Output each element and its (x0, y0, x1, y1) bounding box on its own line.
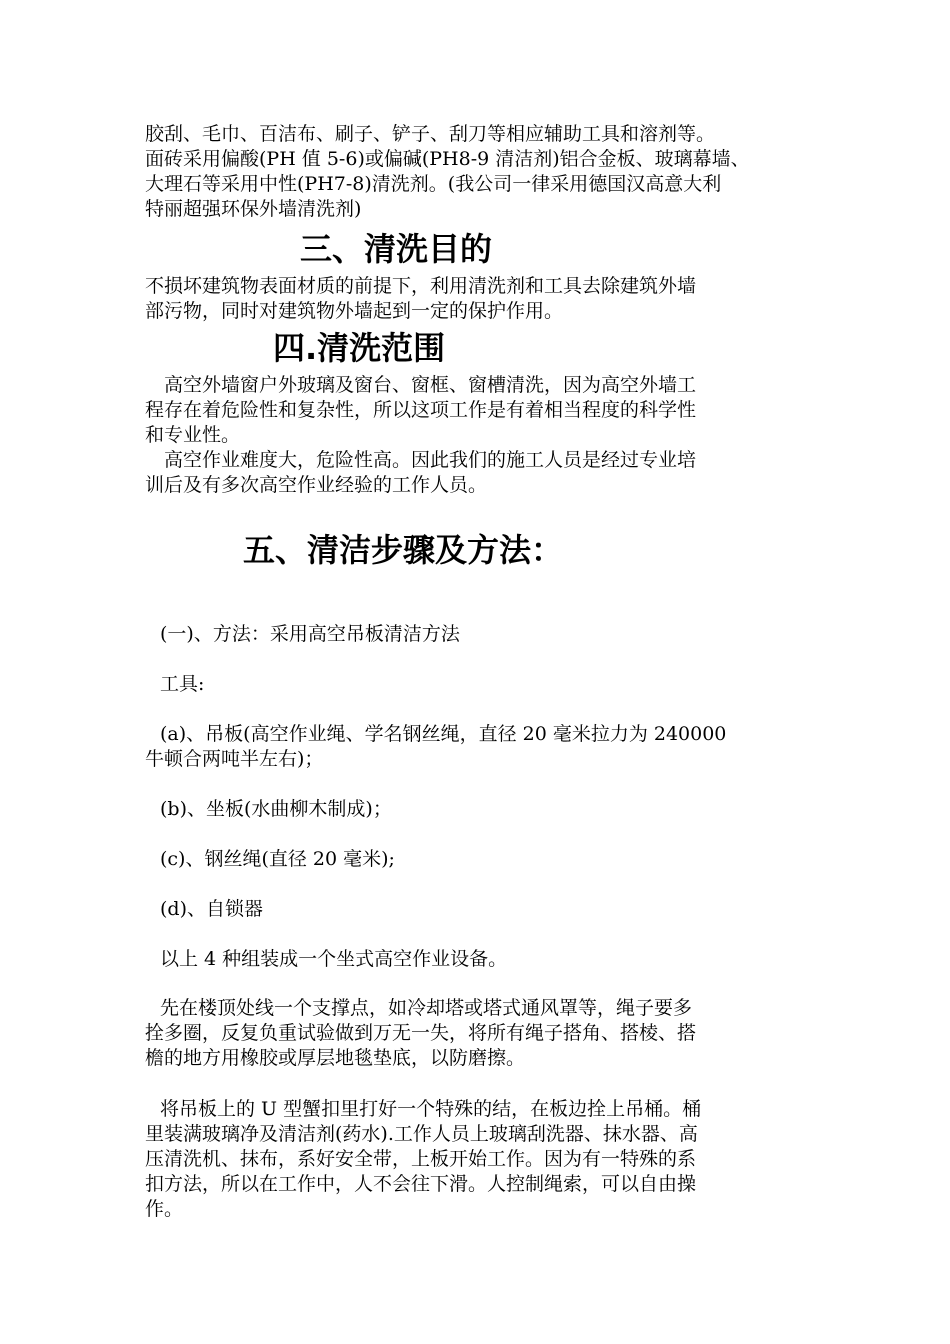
text-line: 牛顿合两吨半左右)； (145, 748, 324, 770)
tool-item-b: (b)、坐板(水曲柳木制成)； (160, 798, 392, 820)
text-line: (a)、吊板(高空作业绳、学名钢丝绳，直径 20 毫米拉力为 240000 (160, 723, 727, 745)
tools-label: 工具: (160, 673, 205, 695)
scope-paragraph-2 (145, 448, 810, 498)
scope-paragraph-1 (145, 373, 810, 448)
text-line: 先在楼顶处线一个支撑点，如冷却塔或塔式通风罩等，绳子要多 (160, 997, 693, 1019)
section-heading-steps: 五、清洁步骤及方法： (243, 531, 564, 569)
text-line: 扣方法，所以在工作中，人不会往下滑。人控制绳索，可以自由操 (145, 1173, 697, 1195)
tool-item-c: (c)、钢丝绳(直径 20 毫米); (160, 848, 395, 870)
intro-paragraph (145, 122, 810, 222)
section-heading-purpose: 三、清洗目的 (300, 230, 493, 268)
text-line: 压清洗机、抹布，系好安全带，上板开始工作。因为有一特殊的系 (145, 1148, 697, 1170)
text-line: 特丽超强环保外墙清洗剂) (145, 198, 362, 220)
text-line: 不损坏建筑物表面材质的前提下，利用清洗剂和工具去除建筑外墙 (145, 275, 697, 297)
tool-item-a (145, 722, 810, 772)
text-line: 里装满玻璃净及清洁剂(药水).工作人员上玻璃刮洗器、抹水器、高 (145, 1123, 698, 1145)
text-line: 大理石等采用中性(PH7-8)清洗剂。(我公司一律采用德国汉高意大利 (145, 173, 722, 195)
text-line: 部污物，同时对建筑物外墙起到一定的保护作用。 (145, 300, 564, 322)
purpose-paragraph (145, 274, 810, 324)
text-line: 高空作业难度大，危险性高。因此我们的施工人员是经过专业培 (145, 449, 697, 471)
text-line: 檐的地方用橡胶或厚层地毯垫底，以防磨擦。 (145, 1047, 526, 1069)
anchor-paragraph (145, 996, 810, 1071)
text-line: 面砖采用偏酸(PH 值 5-6)或偏碱(PH8-9 清洁剂)铝合金板、玻璃幕墙、 (145, 148, 750, 170)
text-line: 训后及有多次高空作业经验的工作人员。 (145, 474, 488, 496)
text-line: 程存在着危险性和复杂性，所以这项工作是有着相当程度的科学性 (145, 399, 697, 421)
board-paragraph (145, 1097, 810, 1222)
equipment-summary: 以上 4 种组装成一个坐式高空作业设备。 (160, 948, 508, 970)
text-line: 作。 (145, 1198, 184, 1220)
section-heading-scope: 四.清洗范围 (273, 329, 446, 367)
method-line: (一)、方法：采用高空吊板清洁方法 (160, 623, 460, 645)
text-line: 拴多圈，反复负重试验做到万无一失，将所有绳子搭角、搭棱、搭 (145, 1022, 697, 1044)
tool-item-d: (d)、自锁器 (160, 898, 263, 920)
text-line: 胶刮、毛巾、百洁布、刷子、铲子、刮刀等相应辅助工具和溶剂等。 (145, 123, 716, 145)
text-line: 高空外墙窗户外玻璃及窗台、窗框、窗槽清洗，因为高空外墙工 (145, 374, 697, 396)
text-line: 和专业性。 (145, 424, 241, 446)
text-line: 将吊板上的 U 型蟹扣里打好一个特殊的结，在板边拴上吊桶。桶 (160, 1098, 702, 1120)
